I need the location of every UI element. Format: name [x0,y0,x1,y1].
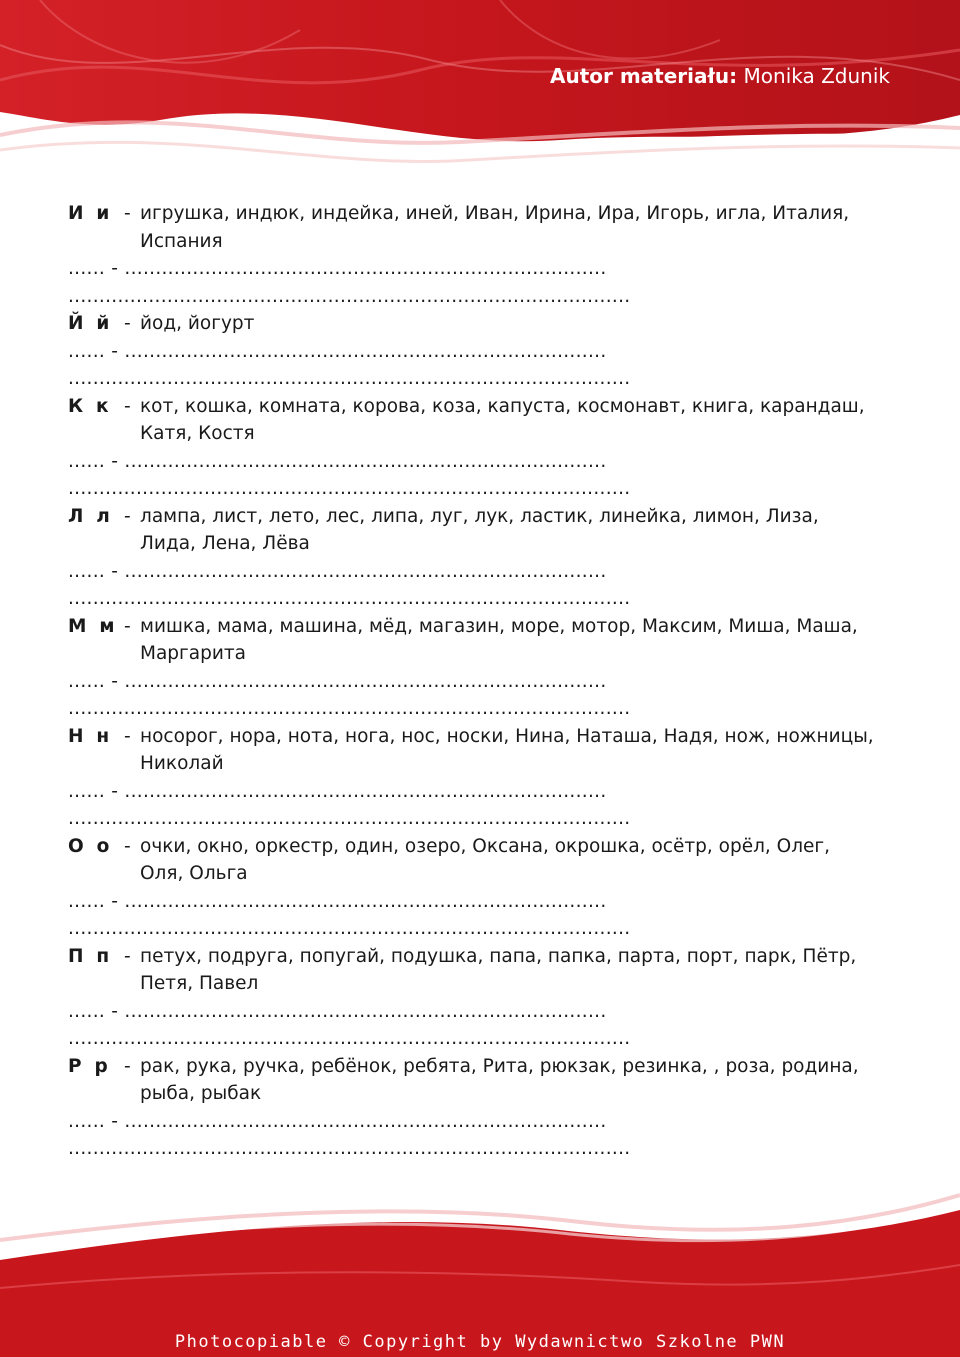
author-label: Autor materiału: [549,64,738,88]
entry-line [68,503,888,531]
entry-line-continued [68,970,888,998]
indent [68,860,140,888]
entry-line [68,1053,888,1081]
letter-entry [68,723,888,833]
fill-in-line: ........................................................................................... [68,1138,631,1159]
header-banner [0,0,960,200]
entry-line-continued [68,750,888,778]
dash-separator: - [124,615,131,637]
letter-pair [68,1053,124,1081]
letter-pair [68,943,124,971]
letter-upper: П [68,945,84,967]
dash-separator: - [124,313,131,334]
indent [68,420,140,448]
letter-lower: н [96,725,110,747]
copyright-footer: Photocopiable © Copyright by Wydawnictwo Szkolne PWN [0,1327,960,1357]
word-list: йод, йогурт [140,313,255,334]
letter-pair [68,503,124,531]
fill-in-line: ........................................................................................... [68,368,631,389]
word-list-continued: Оля, Ольга [140,863,248,884]
word-list: мишка, мама, машина, мёд, магазин, море, мотор, Максим, Миша, Маша, [140,615,858,637]
letter-lower: й [96,313,110,334]
dash-separator: - [124,505,131,527]
red-wave-footer [0,1170,960,1330]
fill-in-line: ...... - .............................................................................. [68,670,607,692]
word-list: рак, рука, ручка, ребёнок, ребята, Рита, рюкзак, резинка, , роза, родина, [140,1055,859,1077]
word-list: носорог, нора, нота, нога, нос, носки, Нина, Наташа, Надя, нож, ножницы, [140,725,874,747]
word-list-continued: Николай [140,753,224,774]
word-list-continued: Петя, Павел [140,973,259,994]
letter-pair [68,310,124,338]
word-list-continued: рыба, рыбак [140,1083,262,1104]
letter-lower: п [96,945,110,967]
red-wave-banner [0,0,960,200]
word-list: очки, окно, оркестр, один, озеро, Оксана, окрошка, осётр, орёл, Олег, [140,835,831,857]
entry-line-continued [68,228,888,256]
fill-in-line: ...... - .............................................................................. [68,258,607,279]
letter-upper: Р [68,1055,82,1077]
letter-entry [68,200,888,310]
letter-pair [68,723,124,751]
indent [68,1080,140,1108]
dash-separator: - [124,945,131,967]
letter-entry [68,833,888,943]
word-list-continued: Испания [140,230,223,252]
indent [68,228,140,256]
letter-pair [68,200,124,228]
letter-lower: р [94,1055,108,1077]
letter-pair [68,833,124,861]
letter-upper: Л [68,505,84,527]
word-list: игрушка, индюк, индейка, иней, Иван, Ирина, Ира, Игорь, игла, Италия, [140,203,850,224]
word-list: петух, подруга, попугай, подушка, папа, папка, парта, порт, парк, Пётр, [140,945,857,967]
dash-separator: - [124,725,131,747]
indent [68,750,140,778]
letter-lower: и [96,203,110,224]
entry-line-continued [68,530,888,558]
letter-entry [68,613,888,723]
letter-upper: Й [68,313,84,334]
fill-in-line: ........................................................................................... [68,1028,631,1049]
letter-upper: И [68,203,84,224]
entry-line [68,393,888,421]
letter-pair [68,393,124,421]
fill-in-line: ...... - .............................................................................. [68,1000,607,1022]
fill-in-line: ........................................................................................... [68,478,631,499]
word-list: лампа, лист, лето, лес, липа, луг, лук, ластик, линейка, лимон, Лиза, [140,505,819,527]
letter-upper: М [68,615,87,637]
fill-in-line: ........................................................................................... [68,808,631,829]
author-credit [550,64,890,88]
letter-lower: л [96,505,110,527]
letter-entry [68,310,888,393]
entry-line-continued [68,860,888,888]
letter-lower: м [99,615,115,637]
word-list-continued: Лида, Лена, Лёва [140,533,310,554]
fill-in-line: ...... - .............................................................................. [68,340,607,362]
letter-upper: К [68,395,84,417]
indent [68,640,140,668]
letter-upper: Н [68,725,84,747]
author-name: Monika Zdunik [743,64,890,88]
footer-wave [0,1170,960,1330]
word-list-continued: Маргарита [140,643,246,664]
alphabet-worksheet [68,200,888,1163]
fill-in-line: ...... - .............................................................................. [68,780,607,802]
fill-in-line: ........................................................................................... [68,918,631,939]
dash-separator: - [124,1055,131,1077]
letter-lower: к [96,395,109,417]
fill-in-line: ...... - .............................................................................. [68,560,607,582]
entry-line-continued [68,420,888,448]
fill-in-line: ........................................................................................... [68,588,631,609]
entry-line [68,833,888,861]
word-list-continued: Катя, Костя [140,423,255,444]
dash-separator: - [124,395,131,417]
fill-in-line: ........................................................................................... [68,285,631,307]
dash-separator: - [124,203,131,224]
fill-in-line: ...... - .............................................................................. [68,890,607,912]
letter-lower: о [96,835,110,857]
letter-upper: О [68,835,84,857]
letter-entry [68,503,888,613]
entry-line [68,310,888,338]
entry-line-continued [68,1080,888,1108]
entry-line-continued [68,640,888,668]
indent [68,530,140,558]
fill-in-line: ...... - .............................................................................. [68,1110,607,1132]
fill-in-line: ........................................................................................... [68,698,631,719]
dash-separator: - [124,835,131,857]
entry-line [68,723,888,751]
letter-pair [68,613,124,641]
indent [68,970,140,998]
entry-line [68,613,888,641]
letter-entry [68,943,888,1053]
entry-line [68,200,888,228]
entry-line [68,943,888,971]
fill-in-line: ...... - .............................................................................. [68,450,607,472]
letter-entry [68,1053,888,1163]
letter-entry [68,393,888,503]
word-list: кот, кошка, комната, корова, коза, капуста, космонавт, книга, карандаш, [140,395,865,417]
